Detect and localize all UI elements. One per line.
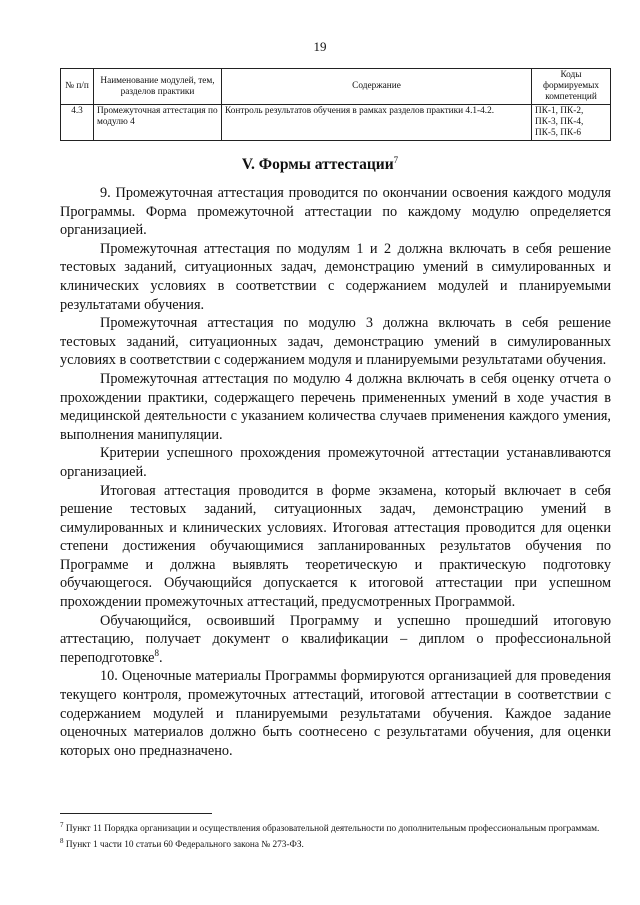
paragraph-diploma-text: Обучающийся, освоивший Программу и успешно прошедший итоговую аттестацию, получает документ о квалификации – диплом о профессиональной переподготовке — [60, 612, 611, 666]
section-title-text: V. Формы аттестации — [241, 156, 394, 174]
section-title — [0, 155, 640, 174]
module-table — [60, 68, 611, 141]
paragraph-item-9: 9. Промежуточная аттестация проводится по окончании освоения каждого модуля Программы. Форма промежуточной аттестации по каждому модулю определяется организацией. — [60, 185, 611, 239]
footnote-text: Пункт 1 части 10 статьи 60 Федерального закона № 273-ФЗ. — [65, 839, 304, 850]
row-num: 4.3 — [61, 105, 94, 141]
paragraph-item-10: 10. Оценочные материалы Программы формируются организацией для проведения текущего контроля, промежуточных аттестаций, итоговой аттестации в соответствии с содержанием модулей и планируемыми результатами обучения. Каждое задание оценочных материалов должно быть соотнесено с результатами обучения, для оценки которых оно предназначено. — [60, 668, 611, 759]
header-content: Содержание — [222, 69, 532, 105]
page-number: 19 — [313, 39, 327, 54]
footnote-text: Пункт 11 Порядка организации и осуществления образовательной деятельности по дополнительным профессиональным программам. — [65, 824, 600, 835]
row-name: Промежуточная аттестация по модулю 4 — [94, 105, 222, 141]
header-num: № п/п — [61, 69, 94, 105]
table-header-row — [61, 69, 611, 105]
row-content: Контроль результатов обучения в рамках разделов практики 4.1-4.2. — [222, 105, 532, 141]
diploma-footnote-ref[interactable]: 8 — [154, 648, 160, 659]
footnote-8 — [60, 836, 611, 852]
footnote-mark: 7 — [60, 821, 64, 829]
footnote-7 — [60, 820, 611, 836]
footnotes — [60, 820, 611, 851]
paragraph-final-exam: Итоговая аттестация проводится в форме экзамена, который включает в себя решение тестовых заданий, ситуационных задач, демонстрацию умений в симулированных и клинических условиях. Итоговая аттестация проводится для оценки степени достижения обучающимися запланированных результатов обучения по Программе и должна выявлять теоретическую и практическую подготовку обучающегося. Обучающийся допускается к итоговой аттестации при успешном прохождении промежуточных аттестаций, предусмотренных Программой. — [60, 482, 611, 611]
header-codes: Коды формируемых компетенций — [532, 69, 611, 105]
table-row — [61, 105, 611, 141]
body-text — [60, 184, 611, 760]
footnote-mark: 8 — [60, 836, 64, 845]
row-codes: ПК-1, ПК-2, ПК-3, ПК-4, ПК-5, ПК-6 — [532, 105, 611, 141]
paragraph-diploma — [60, 612, 611, 668]
paragraph-diploma-end: . — [159, 649, 163, 666]
paragraph-module-4: Промежуточная аттестация по модулю 4 должна включать в себя оценку отчета о прохождении практики, содержащего перечень примененных умений в ходе участия в медицинской деятельности с указанием количества случаев применения каждого умения, выполнения манипуляции. — [60, 370, 611, 443]
paragraph-module-3: Промежуточная аттестация по модулю 3 должна включать в себя решение тестовых заданий, ситуационных задач, демонстрацию умений в симулированных условиях в соответствии с содержанием модуля и планируемыми результатами обучения. — [60, 315, 611, 369]
paragraph-criteria: Критерии успешного прохождения промежуточной аттестации устанавливаются организацией. — [60, 445, 611, 480]
header-name: Наименование модулей, тем, разделов практики — [94, 69, 222, 105]
footnote-divider — [60, 813, 212, 814]
section-footnote-ref[interactable]: 7 — [393, 155, 399, 165]
paragraph-modules-1-2: Промежуточная аттестация по модулям 1 и 2 должна включать в себя решение тестовых заданий, ситуационных задач, демонстрацию умений в симулированных и клинических условиях в соответствии с содержанием модулей и планируемыми результатами обучения. — [60, 240, 611, 313]
